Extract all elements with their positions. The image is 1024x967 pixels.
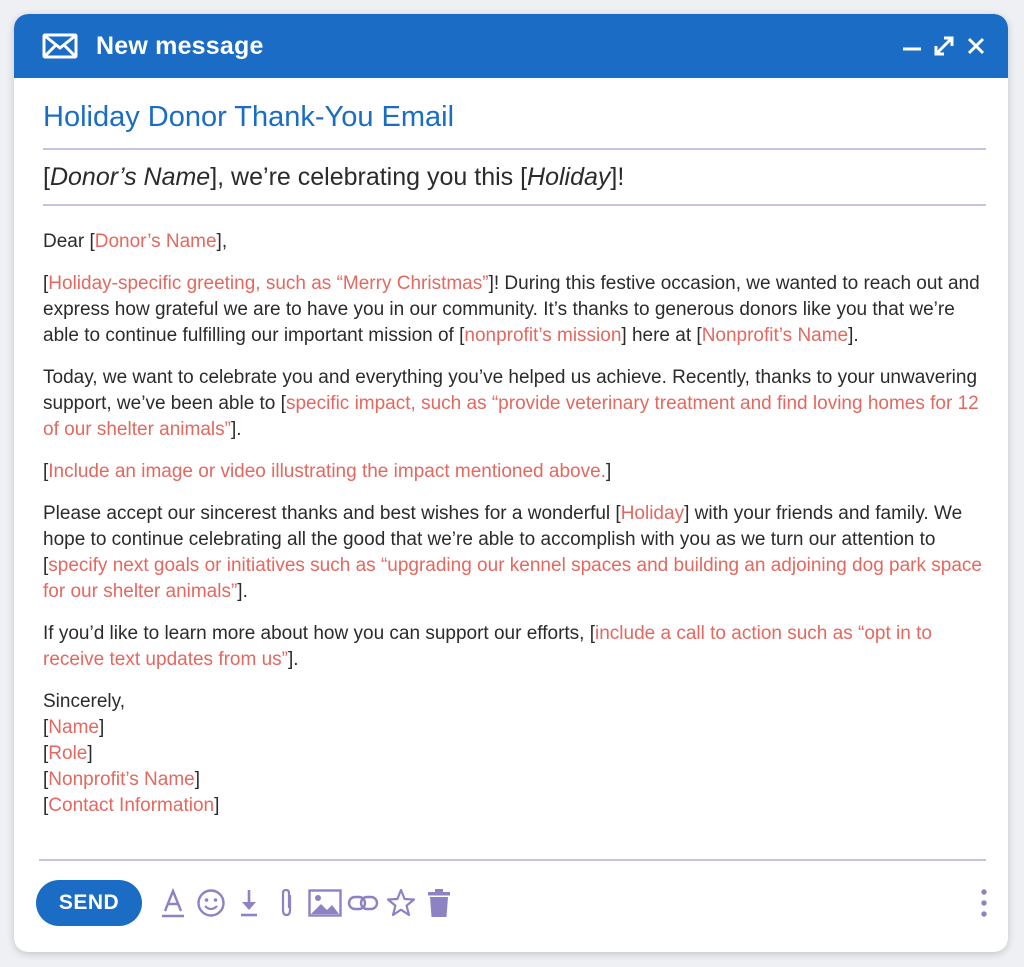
body-text: ]	[98, 717, 105, 738]
signature-line	[43, 741, 986, 767]
body-text: [	[43, 743, 49, 764]
close-icon	[965, 35, 987, 57]
body-text: [	[43, 795, 49, 816]
body-text: ].	[848, 325, 859, 346]
greeting	[43, 229, 986, 255]
mail-icon	[42, 33, 78, 59]
body-text: ]	[194, 769, 200, 790]
image-icon[interactable]	[308, 885, 342, 921]
closing: Sincerely,	[43, 691, 126, 712]
placeholder-name: Name	[48, 717, 99, 738]
paragraph-2	[43, 365, 986, 443]
footer-divider	[39, 859, 986, 861]
body-text: ] here at [	[621, 325, 702, 346]
paragraph-3	[43, 459, 986, 485]
placeholder-role: Role	[48, 743, 88, 764]
window-title: New message	[96, 31, 264, 60]
subject-text: [	[43, 163, 50, 191]
body-text: ]	[605, 461, 612, 482]
minimize-icon	[901, 35, 923, 57]
emoji-icon[interactable]	[194, 885, 228, 921]
download-icon[interactable]	[232, 885, 266, 921]
subject-text: ]!	[610, 163, 625, 191]
body-text: ],	[216, 231, 228, 252]
minimize-button[interactable]	[896, 30, 928, 62]
body-text: Please accept our sincerest thanks and best wishes for a wonderful [	[43, 503, 621, 524]
body-text: Today, we want to celebrate you and everything you’ve helped us achieve. Recently, thanks to your unwavering support, we’ve been able to [	[43, 367, 978, 414]
placeholder-media: Include an image or video illustrating the impact mentioned above.	[48, 461, 606, 482]
subject-holiday: Holiday	[527, 163, 611, 191]
subject-text: ], we’re celebrating you this [	[210, 163, 528, 191]
placeholder-org: Nonprofit’s Name	[48, 769, 195, 790]
text-format-icon[interactable]	[156, 885, 190, 921]
message-body[interactable]	[43, 206, 986, 819]
placeholder-nonprofit-name: Nonprofit’s Name	[701, 325, 849, 346]
body-text: [	[43, 717, 49, 738]
paragraph-5	[43, 621, 986, 673]
placeholder-call-to-action: include a call to action such as “opt in to receive text updates from us”	[43, 623, 932, 670]
signature-block	[43, 689, 986, 819]
body-text: ]	[87, 743, 93, 764]
paragraph-4	[43, 501, 986, 605]
more-options-icon[interactable]	[974, 885, 994, 921]
expand-icon	[933, 35, 955, 57]
email-heading: Holiday Donor Thank-You Email	[43, 96, 986, 150]
compose-window	[14, 14, 1008, 952]
placeholder-donor-name: Donor’s Name	[94, 231, 217, 252]
placeholder-greeting: Holiday-specific greeting, such as “Merry Christmas”	[48, 273, 489, 294]
body-text: ].	[237, 581, 248, 602]
placeholder-impact: specific impact, such as “provide veterinary treatment and find loving homes for 12 of our shelter animals”	[43, 393, 979, 440]
placeholder-contact: Contact Information	[48, 795, 215, 816]
body-text: [	[43, 273, 49, 294]
body-text: [	[43, 461, 49, 482]
attachment-icon[interactable]	[270, 885, 304, 921]
paragraph-1	[43, 271, 986, 349]
body-text: ]! During this festive occasion, we wanted to reach out and express how grateful we are to have you in our community. It’s thanks to generous donors like you that we’re able to continue fulfilling our important mission of [	[43, 273, 980, 346]
link-icon[interactable]	[346, 885, 380, 921]
body-text: If you’d like to learn more about how you can support our efforts, [	[43, 623, 596, 644]
body-text: ].	[230, 419, 242, 440]
placeholder-holiday: Holiday	[620, 503, 685, 524]
send-button[interactable]: SEND	[36, 880, 142, 926]
signature-line	[43, 767, 986, 793]
body-text: [	[43, 769, 49, 790]
trash-icon[interactable]	[422, 885, 456, 921]
placeholder-mission: nonprofit’s mission	[464, 325, 622, 346]
placeholder-next-goals: specify next goals or initiatives such as “upgrading our kennel spaces and building an adjoining dog park space for our shelter animals”	[43, 555, 982, 602]
body-text: ].	[288, 649, 299, 670]
compose-toolbar	[36, 880, 994, 926]
signature-line	[43, 793, 986, 819]
subject-field[interactable]	[43, 150, 986, 206]
body-text: Dear [	[43, 231, 95, 252]
close-button[interactable]	[960, 30, 992, 62]
star-icon[interactable]	[384, 885, 418, 921]
subject-donor-name: Donor’s Name	[49, 163, 211, 191]
compose-titlebar	[14, 14, 1008, 78]
body-text: ] with your friends and family. We hope to continue celebrating all the good that we’re able to accomplish with you as we turn our attention to [	[43, 503, 963, 576]
expand-button[interactable]	[928, 30, 960, 62]
body-text: ]	[214, 795, 220, 816]
signature-line	[43, 715, 986, 741]
